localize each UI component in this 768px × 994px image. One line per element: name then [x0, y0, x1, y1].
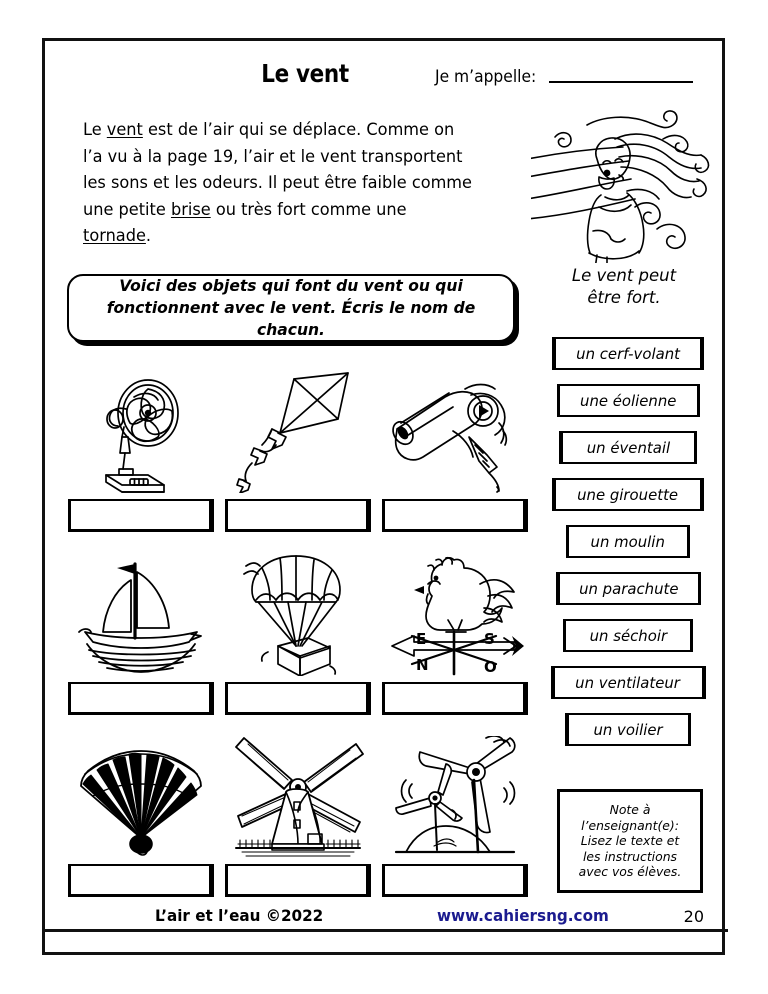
answer-blank-9[interactable]	[382, 864, 528, 897]
grid-cell-9	[377, 736, 533, 897]
page-border	[42, 38, 725, 955]
note-line-3: Lisez le texte et	[580, 833, 680, 849]
footer-divider	[45, 929, 728, 932]
grid-cell-4	[63, 554, 219, 715]
word-bank-label: un moulin	[590, 532, 666, 551]
grid-cell-5	[220, 554, 376, 715]
footer-title: L’air et l’eau ©2022	[155, 906, 324, 925]
intro-text-d: .	[145, 226, 152, 246]
name-field-row	[435, 67, 693, 86]
vane-label-n: N	[416, 656, 429, 674]
page-footer	[45, 898, 728, 942]
answer-blank-border-5	[225, 682, 371, 715]
word-bank-label: un séchoir	[589, 626, 667, 645]
intro-keyword-vent: vent	[106, 120, 143, 140]
word-bank-item-voilier[interactable]	[565, 713, 691, 746]
name-write-line[interactable]	[549, 81, 693, 83]
grid-cell-1	[63, 371, 219, 532]
girl-in-wind-icon	[531, 103, 717, 263]
word-bank-item-girouette[interactable]	[552, 478, 704, 511]
intro-text-b: est de l’air qui se déplace. Comme on l’a vu à la page 19, l’air et le vent transportent les sons et les odeurs. Il peut être faible comme une petite	[83, 120, 472, 220]
name-label: Je m’appelle:	[435, 67, 537, 86]
answer-blank-4[interactable]	[68, 682, 214, 715]
hand-fan-icon	[63, 736, 219, 858]
word-bank-item-sechoir[interactable]	[563, 619, 693, 652]
answer-blank-border-9	[382, 864, 528, 897]
intro-keyword-brise: brise	[170, 199, 211, 220]
word-bank	[543, 337, 713, 760]
illustration-caption	[531, 265, 717, 309]
word-bank-item-ventilateur[interactable]	[551, 666, 706, 699]
intro-text-c: ou très fort comme une	[210, 199, 407, 220]
picture-grid	[63, 371, 533, 911]
word-bank-label: une girouette	[577, 485, 679, 504]
answer-blank-2[interactable]	[225, 499, 371, 532]
page-number: 20	[683, 907, 704, 926]
vane-label-e: E	[416, 630, 427, 648]
grid-cell-2	[220, 371, 376, 532]
electric-fan-icon	[63, 371, 219, 493]
footer-website-link[interactable]: www.cahiersng.com	[437, 906, 609, 925]
word-bank-label: un voilier	[593, 720, 664, 739]
answer-blank-3[interactable]	[382, 499, 528, 532]
note-line-5: avec vos élèves.	[578, 864, 682, 880]
word-bank-item-parachute[interactable]	[556, 572, 701, 605]
answer-blank-border-4	[68, 682, 214, 715]
word-bank-item-eventail[interactable]	[559, 431, 697, 464]
grid-cell-3	[377, 371, 533, 532]
word-bank-label: un cerf-volant	[576, 344, 680, 363]
answer-blank-1[interactable]	[68, 499, 214, 532]
instruction-line-2: fonctionnent avec le vent. Écris le nom de chacun.	[106, 298, 476, 339]
grid-cell-8	[220, 736, 376, 897]
instruction-text	[76, 275, 507, 341]
teacher-note-box	[557, 789, 703, 893]
answer-blank-7[interactable]	[68, 864, 214, 897]
intro-paragraph	[83, 117, 474, 250]
answer-blank-border-7	[68, 864, 214, 897]
word-bank-label: une éolienne	[579, 391, 677, 410]
word-bank-item-moulin[interactable]	[566, 525, 690, 558]
word-bank-label: un ventilateur	[575, 673, 681, 692]
page-title: Le vent	[261, 59, 349, 88]
wind-turbine-icon	[377, 736, 533, 858]
answer-blank-border-6	[382, 682, 528, 715]
answer-blank-8[interactable]	[225, 864, 371, 897]
answer-blank-border-3	[382, 499, 528, 532]
vane-label-s: S	[484, 630, 495, 648]
grid-cell-7	[63, 736, 219, 897]
kite-icon	[220, 371, 376, 493]
grid-cell-6	[377, 554, 533, 715]
intro-keyword-tornade: tornade	[83, 226, 146, 246]
answer-blank-5[interactable]	[225, 682, 371, 715]
answer-blank-border-8	[225, 864, 371, 897]
weather-vane-icon	[377, 554, 533, 676]
answer-blank-border-2	[225, 499, 371, 532]
hair-dryer-icon	[377, 371, 533, 493]
note-line-4: les instructions	[582, 848, 678, 864]
caption-line-1: Le vent peut	[571, 266, 677, 285]
word-bank-item-cerf-volant[interactable]	[552, 337, 704, 370]
windmill-icon	[220, 736, 376, 858]
word-bank-label: un éventail	[586, 438, 671, 457]
note-line-1: Note à	[609, 802, 651, 818]
intro-text-a: Le	[83, 120, 107, 140]
answer-blank-6[interactable]	[382, 682, 528, 715]
sailboat-icon	[63, 554, 219, 676]
vane-label-o: O	[484, 658, 497, 676]
teacher-note-text	[579, 802, 682, 880]
instruction-line-1: Voici des objets qui font du vent ou qui	[119, 276, 463, 295]
word-bank-label: un parachute	[578, 579, 679, 598]
word-bank-item-eolienne[interactable]	[557, 384, 700, 417]
answer-blank-border-1	[68, 499, 214, 532]
caption-line-2: être fort.	[587, 288, 661, 307]
note-line-2: l’enseignant(e):	[581, 817, 679, 833]
parachute-icon	[220, 554, 376, 676]
instruction-box	[67, 274, 515, 342]
